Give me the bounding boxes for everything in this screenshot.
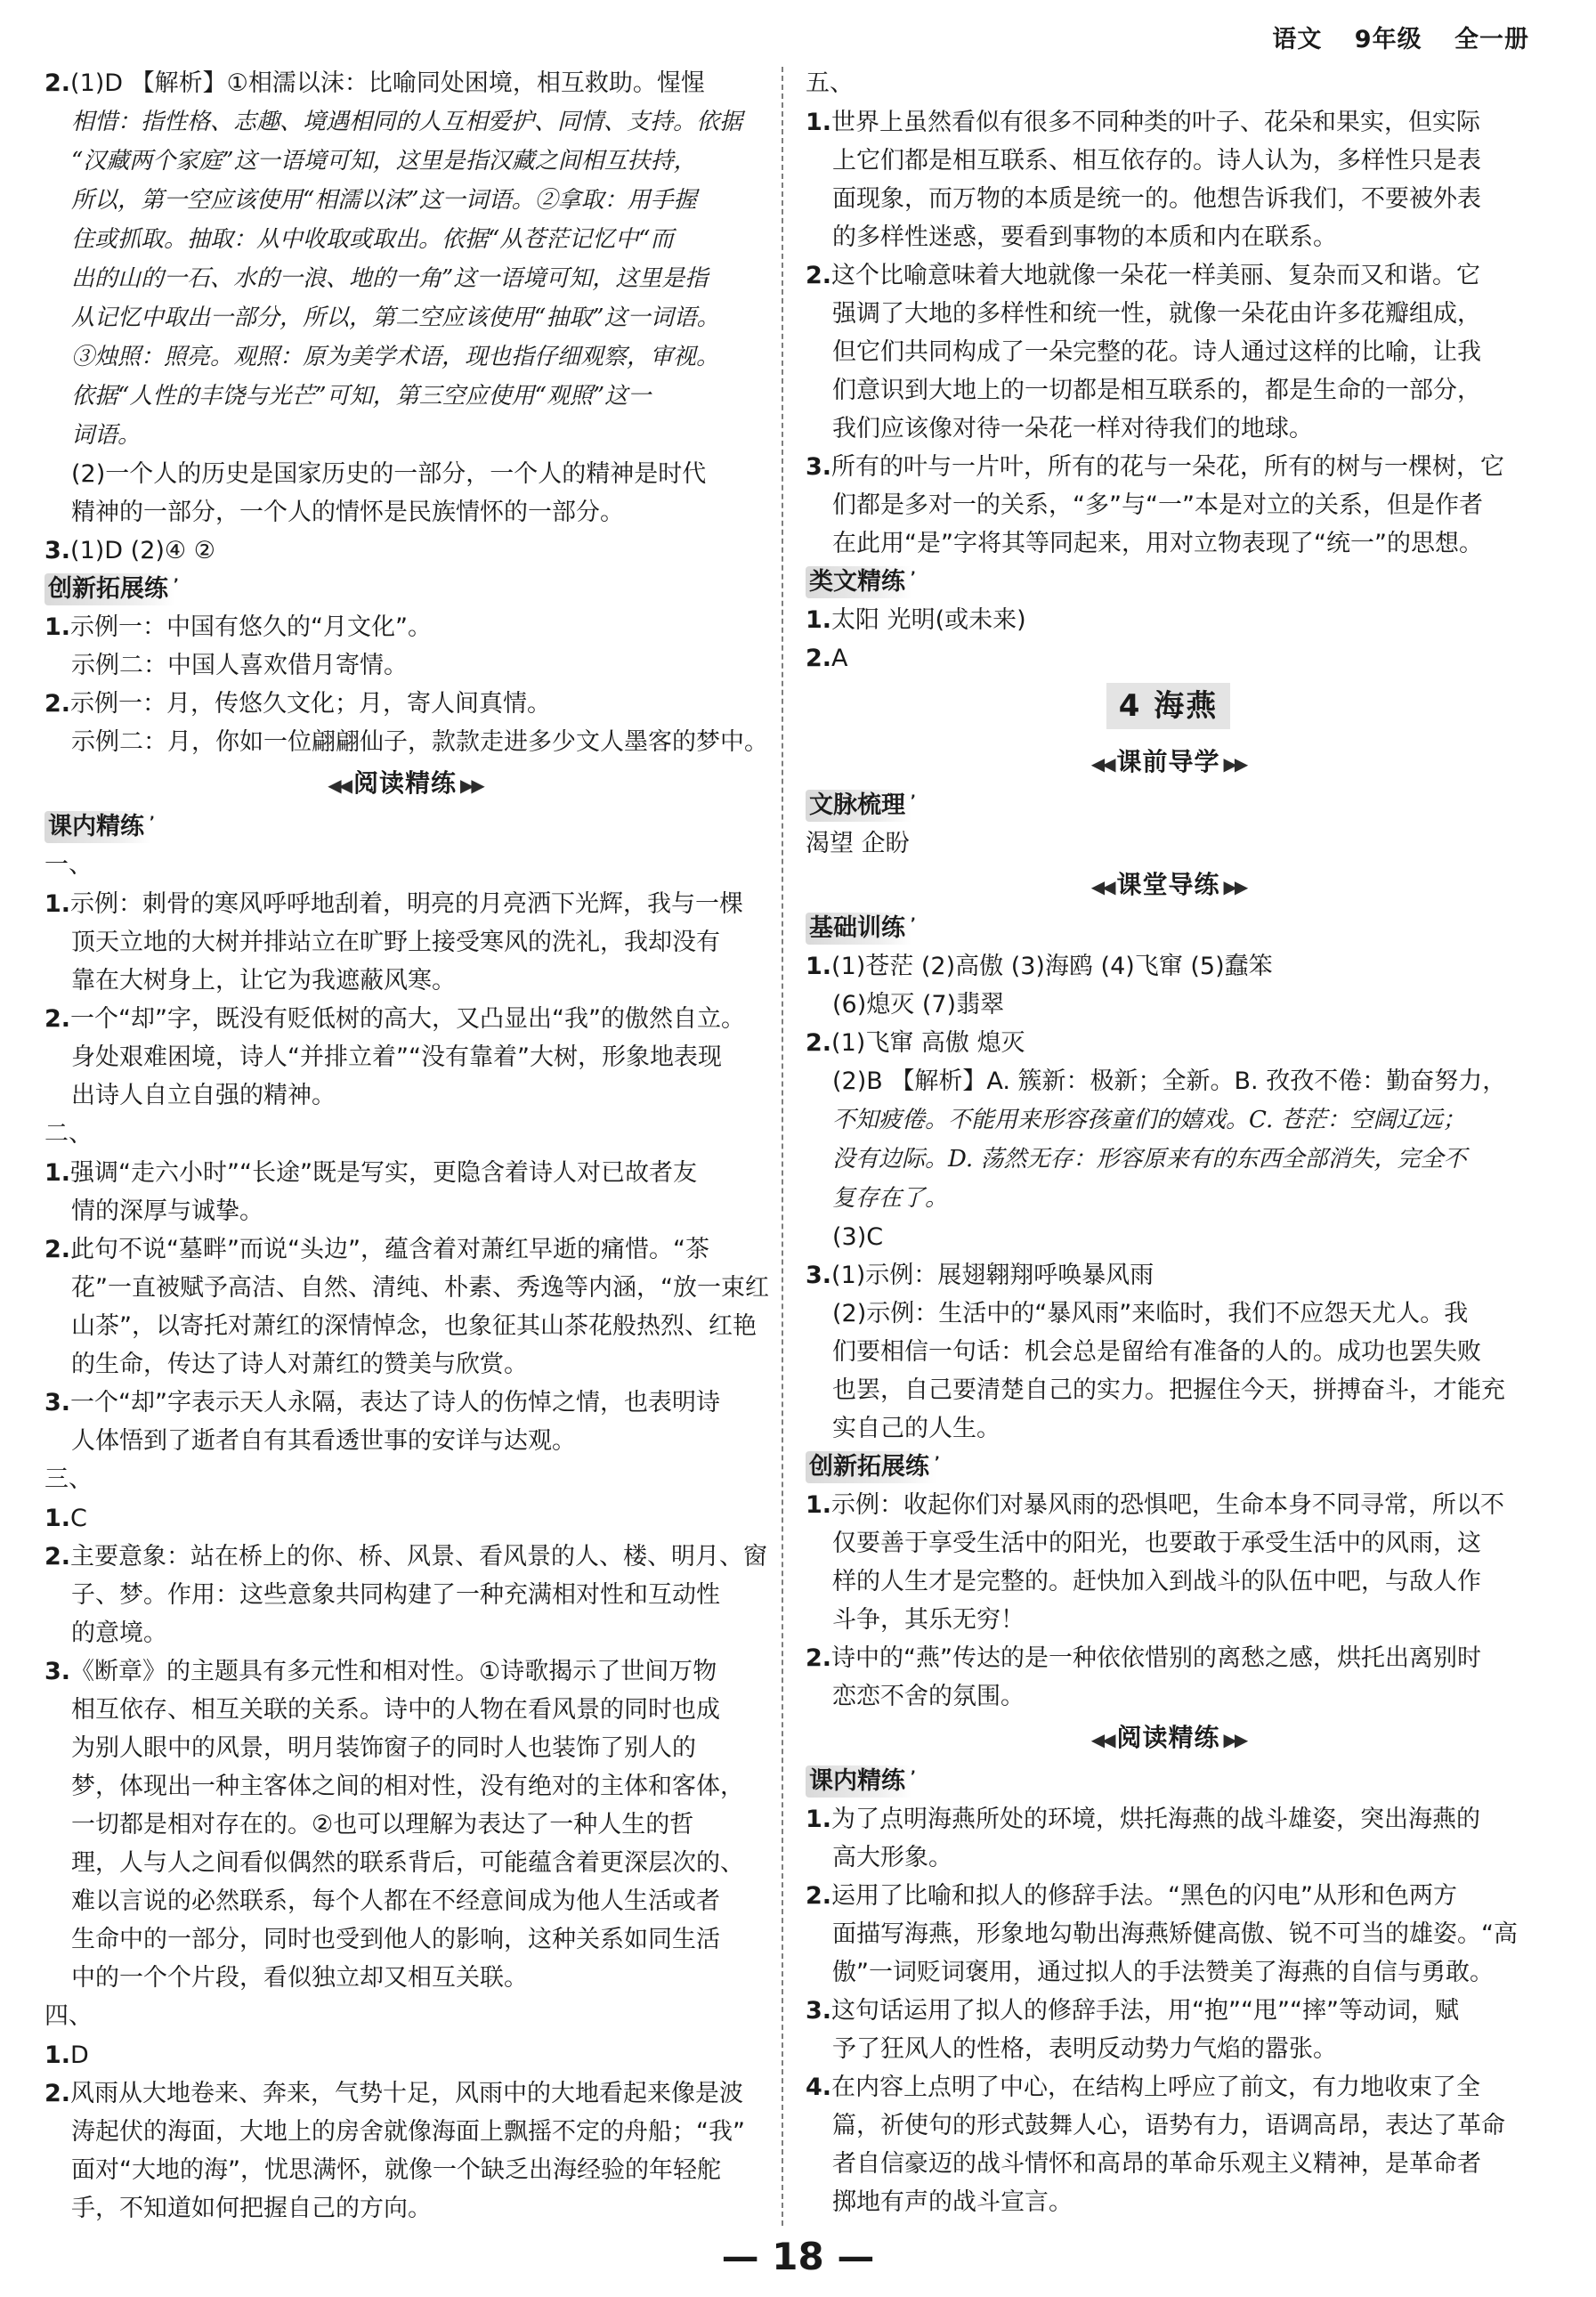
answer-text: 中的一个个片段，看似独立却又相互关联。 [71, 1964, 528, 1992]
answer-text: 主要意象：站在桥上的你、桥、风景、看风景的人、楼、明月、窗 [70, 1543, 768, 1571]
question-number: 2. [45, 2080, 71, 2107]
answer-line [45, 493, 766, 532]
answer-text: 涛起伏的海面，大地上的房舍就像海面上飘摇不定的舟船；“我” [71, 2118, 745, 2146]
answer-text: 强调了大地的多样性和统一性，就像一朵花由许多花瓣组成， [832, 300, 1481, 328]
question-number: 2. [806, 1882, 832, 1910]
answer-text: 为了点明海燕所处的环境，烘托海燕的战斗雄姿，突出海燕的 [831, 1806, 1481, 1833]
answer-line [45, 1230, 766, 1269]
triangle-left-icon: ◀◀ [1090, 753, 1117, 775]
answer-line [806, 218, 1531, 256]
section-tag [806, 790, 916, 822]
answer-line [45, 337, 766, 377]
section-band [806, 863, 1531, 909]
answer-line [45, 259, 766, 298]
answer-line [45, 1806, 766, 1844]
answer-line [45, 2074, 766, 2113]
answer-line [806, 295, 1531, 333]
answer-line [45, 1422, 766, 1460]
answer-line [806, 1838, 1531, 1877]
answer-text: 太阳 光明(或未来) [831, 606, 1026, 634]
page-number: — 18 — [721, 2235, 875, 2278]
answer-line [806, 142, 1531, 180]
answer-line [806, 2183, 1531, 2221]
question-number: 1. [806, 109, 832, 136]
section-band-title: 课前导学 [1116, 747, 1220, 776]
answer-line [45, 962, 766, 1000]
answer-line [45, 298, 766, 337]
answer-line [806, 410, 1531, 448]
answer-line [45, 1499, 766, 1538]
answer-text: 实自己的人生。 [832, 1415, 1001, 1442]
section-tag [806, 566, 916, 598]
answer-line [806, 486, 1531, 524]
question-number: 2. [45, 690, 71, 718]
answer-text: 没有边际。D. 荡然无存：形容原来有的东西全部消失，完全不 [832, 1146, 1467, 1173]
section-tag-label: 创新拓展练 [809, 1453, 929, 1481]
answer-line [45, 1767, 766, 1806]
answer-text: 顶天立地的大树并排站立在旷野上接受寒风的洗礼，我却没有 [71, 929, 720, 956]
answer-line [45, 377, 766, 416]
answer-text: 篇，祈使句的形式鼓舞人心，语势有力，语调高昂，表达了革命 [832, 2112, 1505, 2139]
header-volume: 全一册 [1454, 26, 1529, 53]
section-tag-row [806, 1762, 1531, 1800]
answer-text: 相互依存、相互关联的关系。诗中的人物在看风景的同时也成 [71, 1696, 720, 1724]
answer-text: 世界上虽然看似有很多不同种类的叶子、花朵和果实，但实际 [831, 109, 1481, 136]
tag-tick-icon: ʼ [173, 575, 179, 592]
answer-line [45, 685, 766, 723]
question-number: 1. [45, 890, 71, 918]
answer-text: 面描写海燕，形象地勾勒出海燕矫健高傲、锐不可当的雄姿。“高 [832, 1920, 1518, 1948]
answer-text: 也罢，自己要清楚自己的实力。把握住今天，拼搏奋斗，才能充 [832, 1376, 1505, 1404]
section-tag-label: 基础训练 [809, 914, 905, 942]
answer-text: 一切都是相对存在的。②也可以理解为表达了一种人生的哲 [71, 1811, 694, 1838]
answer-text: 仅要善于享受生活中的阳光，也要敢于承受生活中的风雨，这 [832, 1530, 1481, 1557]
section-band-title: 阅读精练 [1116, 1723, 1220, 1752]
answer-text: (1)D 【解析】①相濡以沫：比喻同处困境，相互救助。惺惺 [70, 69, 705, 97]
answer-line [806, 1601, 1531, 1639]
triangle-right-icon: ▶▶ [457, 775, 482, 796]
answer-text: 示例一：中国有悠久的“月文化”。 [70, 613, 433, 641]
section-tag-row [806, 1448, 1531, 1486]
answer-text: 示例二：中国人喜欢借月寄情。 [71, 652, 408, 679]
answer-text: 所以，第一空应该使用“相濡以沫”这一词语。②拿取：用手握 [71, 187, 697, 214]
answer-text: (2)一个人的历史是国家历史的一部分，一个人的精神是时代 [71, 460, 707, 488]
answer-text: 渴望 企盼 [806, 830, 910, 857]
question-number: 1. [45, 1159, 71, 1187]
answer-line [806, 1100, 1531, 1140]
answer-text: ③烛照：照亮。观照：原为美学术语，现也指仔细观察，审视。 [71, 344, 720, 370]
answer-text: 我们应该像对待一朵花一样对待我们的地球。 [832, 415, 1313, 442]
column-divider [782, 67, 783, 2226]
section-band [45, 761, 766, 808]
answer-text: 情的深厚与诚挚。 [71, 1197, 263, 1225]
answer-line [806, 1677, 1531, 1716]
triangle-left-icon: ◀◀ [1090, 1729, 1117, 1750]
answer-text: 此句不说“墓畔”而说“头边”，蕴含着对萧红早逝的痛惜。“茶 [70, 1236, 709, 1263]
question-number: 3. [806, 1997, 832, 2025]
answer-text: 傲”一词贬词褒用，通过拟人的手法赞美了海燕的自信与勇敢。 [832, 1959, 1494, 1986]
section-heading: 一、 [45, 851, 93, 879]
answer-line [45, 1269, 769, 1307]
answer-line [806, 1256, 1531, 1295]
section-heading: 三、 [45, 1465, 93, 1493]
answer-line [45, 1307, 766, 1345]
answer-text: 依据“人性的丰饶与光芒”可知，第三空应使用“观照”这一 [71, 383, 652, 410]
answer-line [45, 1729, 766, 1767]
answer-line [806, 1062, 1531, 1100]
answer-line [806, 1371, 1531, 1409]
answer-text: 靠在大树身上，让它为我遮蔽风寒。 [71, 967, 456, 994]
answer-line [45, 608, 766, 646]
answer-text: 这个比喻意味着大地就像一朵花一样美丽、复杂而又和谐。它 [831, 262, 1481, 289]
answer-text: 强调“走六小时”“长途”既是写实，更隐含着诗人对已故者友 [70, 1159, 697, 1187]
answer-line [45, 1882, 766, 1920]
question-number: 2. [45, 69, 71, 97]
section-band-title: 阅读精练 [352, 768, 457, 798]
answer-line [806, 2030, 1531, 2068]
answer-text: 示例：收起你们对暴风雨的恐惧吧，生命本身不同寻常，所以不 [831, 1491, 1505, 1519]
answer-text: C [70, 1505, 87, 1532]
answer-line [45, 1192, 766, 1230]
answer-text: (1)飞窜 高傲 熄灭 [831, 1029, 1025, 1057]
answer-line [45, 1538, 766, 1576]
answer-line [806, 1140, 1531, 1179]
answer-line [806, 448, 1531, 486]
answer-line [45, 1154, 766, 1192]
answer-text: 所有的叶与一片叶，所有的花与一朵花，所有的树与一棵树，它 [831, 453, 1505, 481]
answer-text: 面现象，而万物的本质是统一的。他想告诉我们，不要被外表 [832, 185, 1481, 213]
triangle-right-icon: ▶▶ [1219, 753, 1246, 775]
answer-line [806, 1524, 1531, 1562]
answer-text: (2)示例：生活中的“暴风雨”来临时，我们不应怨天尤人。我 [832, 1300, 1469, 1327]
right-column [806, 64, 1531, 2221]
answer-text: (1)苍茫 (2)高傲 (3)海鸥 (4)飞窜 (5)蠢笨 [831, 953, 1273, 980]
answer-text: 子、梦。作用：这些意象共同构建了一种充满相对性和互动性 [71, 1581, 720, 1609]
answer-text: 运用了比喻和拟人的修辞手法。“黑色的闪电”从形和色两方 [831, 1882, 1458, 1910]
question-number: 2. [806, 645, 832, 672]
section-tag-row [806, 563, 1531, 601]
tag-tick-icon: ʼ [910, 568, 916, 585]
answer-line [806, 1562, 1531, 1601]
section-tag-label: 类文精练 [809, 568, 905, 596]
header-grade: 9年级 [1354, 26, 1422, 53]
answer-text: 们要相信一句话：机会总是留给有准备的人的。成功也罢失败 [832, 1338, 1481, 1366]
answer-line [45, 885, 766, 923]
answer-text: 手，不知道如何把握自己的方向。 [71, 2195, 432, 2222]
answer-text: 诗中的“燕”传达的是一种依依惜别的离愁之感，烘托出离别时 [831, 1644, 1482, 1672]
answer-text: 出诗人自立自强的精神。 [71, 1082, 336, 1109]
answer-line [45, 2036, 766, 2074]
answer-text: 面对“大地的海”，忧思满怀，就像一个缺乏出海经验的年轻舵 [71, 2156, 721, 2184]
answer-line [45, 181, 766, 220]
answer-line [806, 601, 1531, 639]
answer-text: 精神的一部分，一个人的情怀是民族情怀的一部分。 [71, 499, 624, 526]
answer-text: 在此用“是”字将其等同起来，用对立物表现了“统一”的思想。 [832, 530, 1483, 557]
section-tag [45, 573, 179, 605]
question-number: 1. [806, 1806, 832, 1833]
answer-line [45, 646, 766, 685]
answer-text: 梦，体现出一种主客体之间的相对性，没有绝对的主体和客体， [71, 1773, 744, 1800]
answer-line [806, 1218, 1531, 1256]
answer-line [806, 986, 1531, 1024]
answer-text: D [70, 2041, 89, 2069]
answer-line [45, 1652, 766, 1691]
triangle-left-icon: ◀◀ [1090, 876, 1117, 897]
answer-text: 花”一直被赋予高洁、自然、清纯、朴素、秀逸等内涵，“放一束红 [71, 1274, 769, 1302]
section-tag-row [806, 786, 1531, 824]
tag-tick-icon: ʼ [910, 914, 916, 931]
question-number: 2. [45, 1543, 71, 1571]
question-number: 4. [806, 2074, 832, 2101]
answer-text: 住或抓取。抽取：从中收取或取出。依据“从苍茫记忆中“而 [71, 226, 674, 253]
lesson-title-row [806, 683, 1531, 738]
answer-line [45, 1384, 766, 1422]
section-tag-row [45, 808, 766, 846]
answer-line [45, 142, 766, 181]
answer-text: 的意境。 [71, 1619, 167, 1647]
answer-text: (1)D (2)④ ② [70, 537, 215, 564]
answer-text: (2)B 【解析】A. 簇新：极新；全新。B. 孜孜不倦：勤奋努力， [832, 1067, 1507, 1095]
answer-text: 这句话运用了拟人的修辞手法，用“抱”“甩”“摔”等动词，赋 [831, 1997, 1459, 2025]
answer-line [806, 1800, 1531, 1838]
section-tag-row [45, 570, 766, 608]
question-number: 1. [806, 953, 832, 980]
section-tag [806, 913, 916, 945]
answer-text: 在内容上点明了中心，在结构上呼应了前文，有力地收束了全 [831, 2074, 1481, 2101]
answer-text: 相惜：指性格、志趣、境遇相同的人互相爱护、同情、支持。依据 [71, 109, 743, 135]
left-column [45, 64, 769, 2228]
answer-line [806, 1409, 1531, 1448]
answer-text: 的多样性迷惑，要看到事物的本质和内在联系。 [832, 223, 1337, 251]
question-number: 2. [806, 1029, 832, 1057]
triangle-right-icon: ▶▶ [1219, 1729, 1246, 1750]
section-tag [806, 1451, 940, 1483]
answer-text: 上它们都是相互联系、相互依存的。诗人认为，多样性只是表 [832, 147, 1481, 175]
question-number: 1. [45, 1505, 71, 1532]
answer-text: 难以言说的必然联系，每个人都在不经意间成为他人生活或者 [71, 1887, 720, 1915]
answer-text: 样的人生才是完整的。赶快加入到战斗的队伍中吧，与敌人作 [832, 1568, 1481, 1595]
section-heading: 二、 [45, 1120, 93, 1148]
answer-line [806, 180, 1531, 218]
question-number: 2. [806, 262, 832, 289]
answer-text: 生命中的一部分，同时也受到他人的影响，这种关系如同生活 [71, 1926, 720, 1953]
answer-text: 示例一：月，传悠久文化；月，寄人间真情。 [70, 690, 552, 718]
answer-text: 但它们共同构成了一朵完整的花。诗人通过这样的比喻，让我 [832, 338, 1481, 366]
answer-text: 示例：刺骨的寒风呼呼地刮着，明亮的月亮洒下光辉，我与一棵 [70, 890, 744, 918]
answer-line [45, 1076, 766, 1115]
answer-line [806, 1953, 1531, 1992]
answer-text: 一个“却”字表示天人永隔，表达了诗人的伤悼之情，也表明诗 [70, 1389, 721, 1416]
section-tag-label: 文脉梳理 [809, 791, 905, 819]
answer-text: (1)示例：展翅翱翔呼唤暴风雨 [831, 1262, 1154, 1289]
answer-text: 掷地有声的战斗宣言。 [832, 2188, 1073, 2216]
answer-text: 为别人眼中的风景，明月装饰窗子的同时人也装饰了别人的 [71, 1734, 696, 1762]
answer-text: 的生命，传达了诗人对萧红的赞美与欣赏。 [71, 1351, 528, 1378]
section-tag-label: 课内精练 [48, 813, 144, 840]
answer-line [806, 1024, 1531, 1062]
answer-text: 出的山的一石、水的一浪、地的一角”这一语境可知，这里是指 [71, 265, 709, 292]
answer-text: 从记忆中取出一部分，所以，第二空应该使用“抽取”这一词语。 [71, 304, 720, 331]
answer-text: 人体悟到了逝者自有其看透世事的安详与达观。 [71, 1427, 576, 1455]
answer-line [806, 256, 1531, 295]
answer-text: 《断章》的主题具有多元性和相对性。①诗歌揭示了世间万物 [70, 1658, 717, 1685]
section-tag [45, 811, 155, 843]
answer-text: 示例二：月，你如一位翩翩仙子，款款走进多少文人墨客的梦中。 [71, 728, 768, 756]
answer-text: 不知疲倦。不能用来形容孩童们的嬉戏。C. 苍茫：空阔辽远； [832, 1107, 1466, 1133]
answer-text: 恋恋不舍的氛围。 [832, 1683, 1025, 1710]
answer-line [806, 824, 1531, 863]
answer-text: “汉藏两个家庭”这一语境可知，这里是指汉藏之间相互扶持， [71, 148, 697, 175]
answer-line [45, 1959, 766, 1997]
answer-line [45, 455, 766, 493]
answer-text: (3)C [832, 1223, 884, 1251]
answer-text: 理，人与人之间看似偶然的联系背后，可能蕴含着更深层次的、 [71, 1849, 744, 1877]
answer-line [806, 2106, 1531, 2145]
answer-text: 一个“却”字，既没有贬低树的高大，又凸显出“我”的傲然自立。 [70, 1005, 745, 1033]
answer-line [806, 333, 1531, 371]
answer-text: 山茶”，以寄托对萧红的深情悼念，也象征其山茶花般热烈、红艳 [71, 1312, 757, 1340]
answer-line [806, 1877, 1531, 1915]
section-band [806, 1716, 1531, 1762]
answer-line [806, 524, 1531, 563]
answer-text: A [831, 645, 848, 672]
answer-text: 复存在了。 [832, 1185, 949, 1212]
answer-line [45, 2151, 766, 2189]
answer-line [806, 1179, 1531, 1218]
triangle-right-icon: ▶▶ [1219, 876, 1246, 897]
section-tag-label: 课内精练 [809, 1767, 905, 1795]
answer-line [45, 102, 766, 142]
tag-tick-icon: ʼ [934, 1453, 940, 1470]
answer-line [45, 2189, 766, 2228]
tag-tick-icon: ʼ [149, 813, 155, 830]
section-band [806, 740, 1531, 786]
answer-line [806, 371, 1531, 410]
answer-line [45, 64, 766, 102]
answer-text: 们意识到大地上的一切都是相互联系的，都是生命的一部分， [832, 377, 1481, 404]
answer-line [45, 2113, 766, 2151]
question-number: 3. [806, 1262, 832, 1289]
section-heading: 四、 [45, 2002, 93, 2030]
answer-line [806, 2145, 1531, 2183]
question-number: 1. [45, 613, 71, 641]
section-heading: 五、 [806, 69, 854, 97]
answer-text: 高大形象。 [832, 1844, 952, 1871]
question-number: 3. [45, 1658, 71, 1685]
answer-line [806, 1992, 1531, 2030]
tag-tick-icon: ʼ [910, 791, 916, 808]
answer-line [45, 1345, 766, 1384]
question-number: 3. [45, 537, 71, 564]
lesson-title: 4 海燕 [1106, 683, 1231, 729]
answer-line [806, 1333, 1531, 1371]
answer-text: 予了狂风人的性格，表明反动势力气焰的嚣张。 [832, 2035, 1337, 2063]
answer-line [806, 103, 1531, 142]
answer-line [45, 1844, 766, 1882]
tag-tick-icon: ʼ [910, 1767, 916, 1784]
question-number: 2. [806, 1644, 832, 1672]
answer-line [45, 1614, 766, 1652]
answer-line [45, 416, 766, 455]
answer-line [806, 2068, 1531, 2106]
answer-line [806, 1486, 1531, 1524]
answer-line [806, 1915, 1531, 1953]
answer-line [45, 1920, 766, 1959]
answer-line [806, 1639, 1531, 1677]
question-number: 2. [45, 1005, 71, 1033]
question-number: 3. [806, 453, 832, 481]
answer-line [45, 1038, 766, 1076]
answer-text: 词语。 [71, 422, 142, 449]
answer-line [45, 923, 766, 962]
triangle-left-icon: ◀◀ [328, 775, 353, 796]
answer-text: 者自信豪迈的战斗情怀和高昂的革命乐观主义精神，是革命者 [832, 2150, 1481, 2178]
page-header [1249, 20, 1529, 54]
question-number: 1. [806, 606, 832, 634]
answer-line [45, 723, 766, 761]
section-tag-row [806, 909, 1531, 947]
answer-text: 身处艰难困境，诗人“并排立着”“没有靠着”大树，形象地表现 [71, 1043, 722, 1071]
question-number: 2. [45, 1236, 71, 1263]
answer-line [45, 1000, 766, 1038]
answer-line [806, 947, 1531, 986]
answer-line [45, 532, 766, 570]
answer-line [45, 1691, 766, 1729]
answer-line [806, 639, 1531, 678]
section-band-title: 课堂导练 [1116, 870, 1220, 899]
answer-text: 斗争，其乐无穷！ [832, 1606, 1025, 1634]
answer-text: 们都是多对一的关系，“多”与“一”本是对立的关系，但是作者 [832, 491, 1483, 519]
question-number: 3. [45, 1389, 71, 1416]
answer-text: (6)熄灭 (7)翡翠 [832, 991, 1005, 1019]
header-subject: 语文 [1272, 26, 1323, 53]
answer-text: 风雨从大地卷来、奔来，气势十足，风雨中的大地看起来像是波 [70, 2080, 744, 2107]
answer-line [45, 1576, 766, 1614]
section-tag [806, 1765, 916, 1798]
question-number: 1. [45, 2041, 71, 2069]
answer-line [806, 1295, 1531, 1333]
section-tag-label: 创新拓展练 [48, 575, 168, 603]
answer-line [45, 220, 766, 259]
question-number: 1. [806, 1491, 832, 1519]
